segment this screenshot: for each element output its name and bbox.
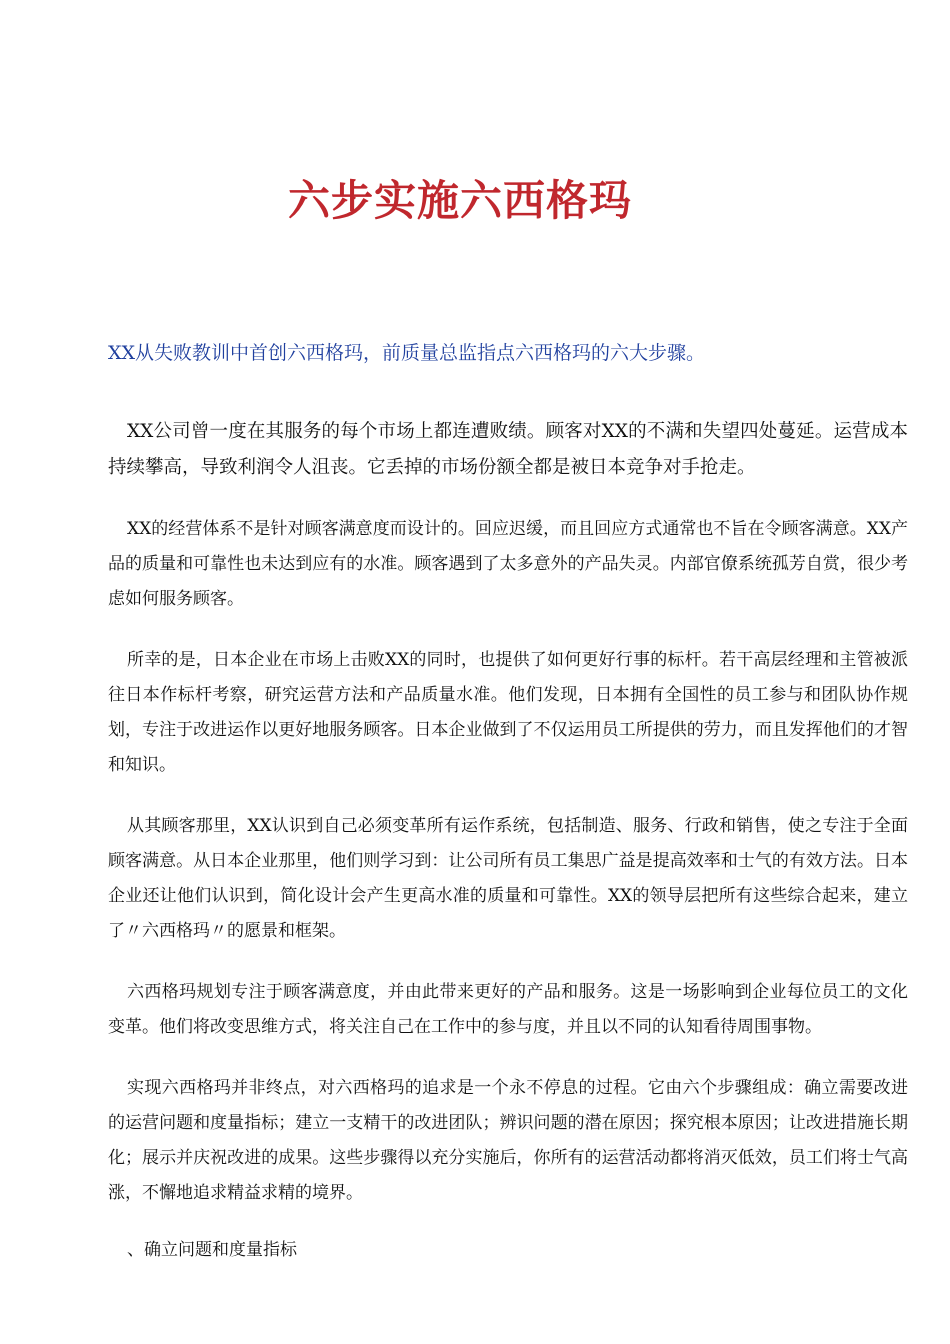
step-heading: 、确立问题和度量指标 xyxy=(127,1240,297,1260)
paragraph-6: 实现六西格玛并非终点，对六西格玛的追求是一个永不停息的过程。它由六个步骤组成：确立需要改进的运营问题和度量指标；建立一支精干的改进团队；辨识问题的潜在原因；探究根本原因；让改进措施长期化；展示并庆祝改进的成果。这些步骤得以充分实施后，你所有的运营活动都将消灭低效，员工们将士气高涨，不懈地追求精益求精的境界。 xyxy=(108,1078,908,1203)
paragraph-1: XX公司曾一度在其服务的每个市场上都连遭败绩。顾客对XX的不满和失望四处蔓延。运营成本持续攀高，导致利润令人沮丧。它丢掉的市场份额全都是被日本竞争对手抢走。 xyxy=(108,421,908,478)
paragraph-4: 从其顾客那里，XX认识到自己必须变革所有运作系统，包括制造、服务、行政和销售，使之专注于全面顾客满意。从日本企业那里，他们则学习到：让公司所有员工集思广益是提高效率和士气的有效方法。日本企业还让他们认识到，简化设计会产生更高水准的质量和可靠性。XX的领导层把所有这些综合起来，建立了〃六西格玛〃的愿景和框架。 xyxy=(108,816,908,941)
paragraph-5: 六西格玛规划专注于顾客满意度，并由此带来更好的产品和服务。这是一场影响到企业每位员工的文化变革。他们将改变思维方式，将关注自己在工作中的参与度，并且以不同的认知看待周围事物。 xyxy=(108,982,908,1037)
document-body xyxy=(108,414,908,1267)
document-title: 六步实施六西格玛 xyxy=(287,176,632,226)
paragraph-3: 所幸的是，日本企业在市场上击败XX的同时，也提供了如何更好行事的标杆。若干高层经理和主管被派往日本作标杆考察，研究运营方法和产品质量水准。他们发现，日本拥有全国性的员工参与和团队协作规划，专注于改进运作以更好地服务顾客。日本企业做到了不仅运用员工所提供的劳力，而且发挥他们的才智和知识。 xyxy=(108,650,908,775)
document-subtitle: XX从失败教训中首创六西格玛，前质量总监指点六西格玛的六大步骤。 xyxy=(108,342,706,364)
paragraph-2: XX的经营体系不是针对顾客满意度而设计的。回应迟缓，而且回应方式通常也不旨在令顾客满意。XX产品的质量和可靠性也未达到应有的水准。顾客遇到了太多意外的产品失灵。内部官僚系统孤芳自赏，很少考虑如何服务顾客。 xyxy=(108,519,908,609)
